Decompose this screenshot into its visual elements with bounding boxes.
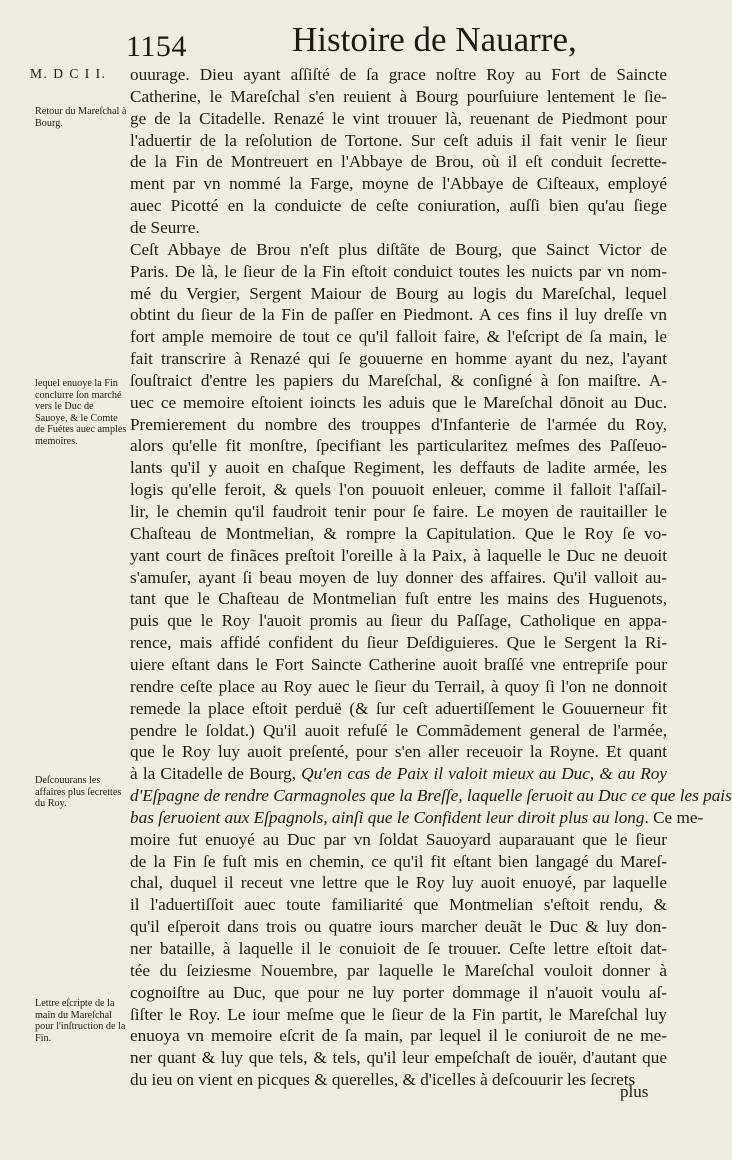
text-run: rendre ceſte place au Roy auec le ſieur du Terrail, à quoy ſi l'on ne donnoit (130, 676, 667, 696)
text-run: auec Picotté en la conduicte de ceſte coniuration, auſſi bien qu'au ſiege (130, 196, 667, 216)
text-run: obtint du ſieur de la Fin de paſſer en Piedmont. A ces fins il luy dreſſe vn (130, 305, 667, 325)
text-line (130, 654, 667, 676)
text-run: enuoya vn memoire eſcrit de ſa main, par lequel il le coniuroit de ne me- (130, 1026, 667, 1046)
text-line (130, 1069, 667, 1091)
text-run: mé du Vergier, Sergent Maiour de Bourg au logis du Mareſchal, lequel (130, 283, 667, 303)
text-line (130, 785, 732, 807)
text-run: cognoiſtre au Duc, que pour ne luy porter dommage il n'auoit voulu aſ- (130, 982, 667, 1002)
text-line (130, 130, 667, 152)
text-run: lants qu'il y auoit en chaſque Regiment, les deffauts de ladite armée, les (130, 458, 667, 478)
text-line (130, 392, 667, 414)
text-run: ment par vn nommé la Farge, moyne de l'Abbaye de Ciſteaux, employé (130, 174, 667, 194)
italic-run: bas ſeruoient aux Eſpagnols, ainſi que le Confident leur diroit plus au long (130, 807, 645, 827)
text-run: uiere eſtant dans le Fort Saincte Catherine auoit braſſé vne entrepriſe pour (130, 654, 667, 674)
text-line (130, 610, 667, 632)
text-line (130, 173, 667, 195)
text-run: chal, duquel il receut vne lettre que le Roy luy auoit enuoyé, par laquelle (130, 873, 667, 893)
marginal-note: Lettre eſcripte de la main du Mareſchal pour l'inſtruction de la Fin. (35, 998, 126, 1044)
text-run: Paris. De là, le ſieur de la Fin eſtoit conduict toutes les nuicts par vn nom- (130, 261, 667, 281)
text-line (130, 741, 667, 763)
text-line (130, 851, 667, 873)
text-line (130, 632, 667, 654)
text-run: ouurage. Dieu ayant aſſiſté de ſa grace noſtre Roy au Fort de Saincte (130, 65, 667, 84)
text-line (130, 720, 667, 742)
text-run: . Ce me- (644, 807, 704, 827)
text-line (130, 938, 667, 960)
text-run: ſouſtraict d'entre les papiers du Mareſchal, & conſigné à ſon maiſtre. A- (130, 370, 667, 390)
text-run: s'amuſer, ayant ſi beau moyen de luy donner des affaires. Qu'il valloit au- (130, 567, 667, 587)
page-number: 1154 (126, 30, 187, 63)
text-line (130, 239, 667, 261)
text-run: ſiſter le Roy. Le iour meſme que le ſieur de la Fin partit, le Mareſchal luy (130, 1004, 667, 1024)
text-run: l'aduertir de la reſolution de Tortone. Sur ceſt aduis il fait venir le ſieur (130, 130, 667, 150)
text-run: uec ce memoire eſtoient ioincts les aduis que le Mareſchal dōnoit au Duc. (130, 392, 667, 412)
text-line (130, 1025, 667, 1047)
text-run: de la Fin ſe fuſt mis en chemin, ce qu'il fit eſtant bien langagé du Mareſ- (130, 851, 667, 871)
text-run: de Seurre. (130, 217, 200, 237)
text-run: que le Roy luy auoit preſenté, pour s'en aller receuoir la Royne. Et quant (130, 742, 667, 762)
text-line (130, 435, 667, 457)
text-line (130, 304, 667, 326)
text-line (130, 261, 667, 283)
italic-run: d'Eſpagne de rendre Carmagnoles que la Breſſe, laquelle ſeruoit au Duc ce que les pais (130, 786, 732, 806)
text-run: du ieu on vient en picques & querelles, & d'icelles à deſcouurir les ſecrets (130, 1070, 636, 1090)
text-line (130, 523, 667, 545)
text-run: à la Citadelle de Bourg, (130, 764, 302, 784)
text-line (130, 108, 667, 130)
text-run: puis que le Roy l'auoit promis au ſieur du Paſſage, Catholique en appa- (130, 611, 667, 631)
text-line (130, 151, 667, 173)
text-line (130, 588, 667, 610)
text-line (130, 807, 704, 829)
text-line (130, 348, 667, 370)
text-run: yant court de finãces preſtoit l'oreille à la Paix, à laquelle le Duc ne deuoit (130, 545, 667, 565)
running-title: Histoire de Nauarre, (292, 20, 577, 59)
text-run: pendre le ſoldat.) Qu'il auoit refuſé le Commãdement general de l'armée, (130, 720, 667, 740)
text-line (130, 982, 667, 1004)
catchword: plus (620, 1082, 649, 1101)
text-line (130, 86, 667, 108)
text-line (130, 283, 667, 305)
text-run: qu'il eſperoit dans trois ou quatre iours marcher deuãt le Duc & luy don- (130, 917, 667, 937)
text-line (130, 872, 667, 894)
text-line (130, 567, 667, 589)
text-line (130, 960, 667, 982)
text-run: lir, le chemin qu'il faudroit tenir pour ſe faire. Le moyen de rauitailler le (130, 502, 667, 521)
marginal-note: lequel enuoye la Fin conclurre ſon marché vers le Duc de Sauoye, & le Comte de Fuétes auec amples memoires. (35, 378, 127, 447)
text-run: ner quant & luy que tels, & tels, qu'il leur empeſchaſt de iouër, d'autant que (130, 1048, 667, 1068)
text-line (130, 64, 667, 86)
text-line (130, 370, 667, 392)
text-line (130, 894, 667, 916)
text-line (130, 698, 667, 720)
text-line (130, 501, 667, 523)
text-line (130, 1047, 667, 1069)
text-line (130, 457, 667, 479)
text-run: rence, mais affidé confident du ſieur Deſdiguieres. Que le Sergent la Ri- (130, 633, 667, 653)
text-line (130, 195, 667, 217)
year-marginal: M. D C I I. (30, 66, 107, 81)
marginal-note: Retour du Mareſchal à Bourg. (35, 106, 127, 129)
text-line (130, 916, 667, 938)
text-run: Chaſteau de Montmelian, & rompre la Capitulation. Que le Roy ſe vo- (130, 523, 667, 543)
text-line (130, 1004, 667, 1026)
text-run: ner bataille, à laquelle il le conuioit de ſe trouuer. Ceſte lettre eſtoit dat- (130, 939, 667, 958)
text-line (130, 545, 667, 567)
text-run: tant que le Chaſteau de Montmelian fuſt entre les mains des Huguenots, (130, 589, 667, 609)
text-run: ge de la Citadelle. Renazé le vint trouuer là, reuenant de Piedmont pour (130, 108, 667, 128)
text-line (130, 414, 667, 436)
text-line (130, 676, 667, 698)
text-line (130, 217, 667, 239)
text-line (130, 479, 667, 501)
text-run: moire fut enuoyé au Duc par vn ſoldat Sauoyard auparauant que le ſieur (130, 829, 667, 849)
text-line (130, 763, 667, 785)
text-run: logis qu'elle feroit, & quels l'on pouuoit enleuer, comme il falloit l'aſſail- (130, 480, 667, 500)
text-line (130, 326, 667, 348)
text-run: Catherine, le Mareſchal s'en reuient à Bourg pourſuiure lentement le ſie- (130, 86, 667, 106)
text-run: fait transcrire à Renazé qui ſe gouuerne en homme ayant du nez, l'ayant (130, 349, 667, 369)
text-run: de la Fin de Montreuert en l'Abbaye de Brou, où il eſt conduit ſecrette- (130, 152, 667, 172)
text-run: alors qu'elle fit monſtre, ſpecifiant les particularitez meſmes des Paſſeuo- (130, 436, 667, 456)
text-run: Premierement du nombre des trouppes d'Infanterie de l'armée du Roy, (130, 414, 667, 434)
text-run: tée du ſeiziesme Nouembre, par laquelle le Mareſchal vouloit donner à (130, 960, 667, 980)
text-line (130, 829, 667, 851)
italic-run: Qu'en cas de Paix il valoit mieux au Duc, & au Roy (301, 764, 667, 784)
text-run: fort ample memoire de tout ce qu'il falloit faire, & l'eſcript de ſa main, le (130, 327, 667, 347)
text-run: remede la place eſtoit perduë (& ſur ceſt aduertiſſement le Gouuerneur fit (130, 698, 667, 718)
text-run: il l'aduertiſſoit auec toute familiarité que Montmelian s'eſtoit rendu, & (130, 895, 667, 915)
text-run: Ceſt Abbaye de Brou n'eſt plus diſtãte de Bourg, que Sainct Victor de (130, 239, 667, 259)
marginal-note: Deſcouurans les affaires plus ſecrettes du Roy. (35, 775, 122, 810)
